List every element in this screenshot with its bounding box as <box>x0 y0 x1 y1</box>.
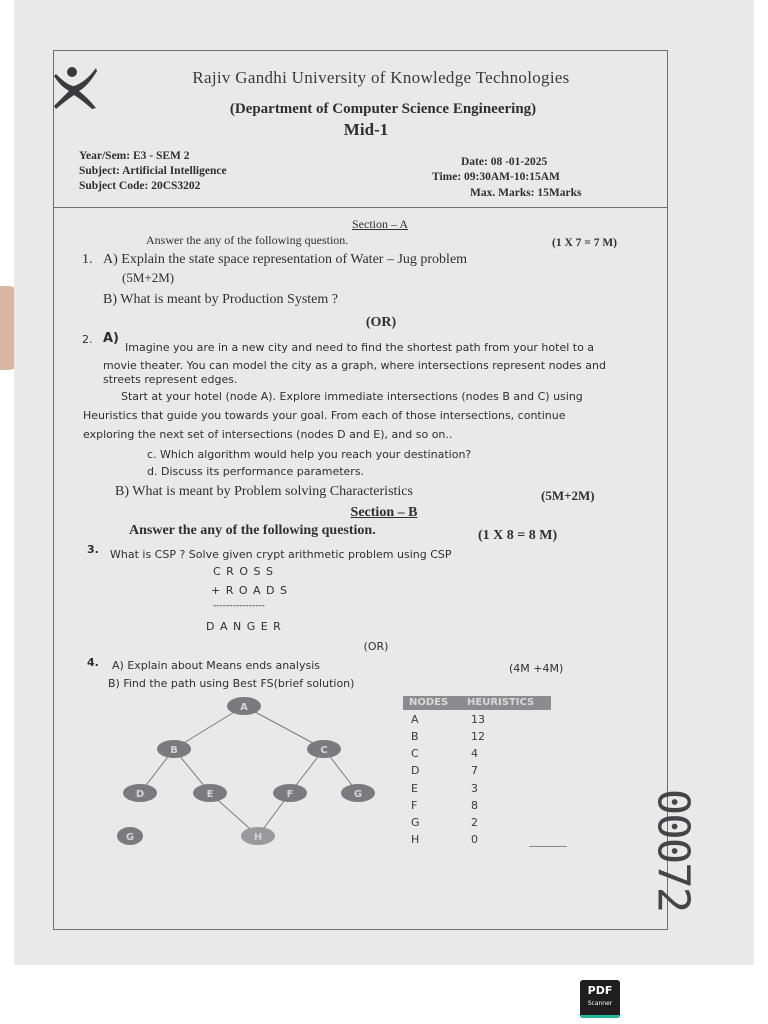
svg-text:E: E <box>206 789 214 800</box>
stamp-number: 00072 <box>647 788 699 912</box>
graph-node-d <box>123 784 157 802</box>
question-2d: d. Discuss its performance parameters. <box>147 465 365 478</box>
question-2a-line-2: movie theater. You can model the city as a graph, where intersections represent nodes and <box>103 359 606 372</box>
search-graph <box>110 692 390 862</box>
svg-text:D: D <box>135 789 145 800</box>
question-2a-line-3: streets represent edges. <box>103 373 238 386</box>
section-a-instruction: Answer the any of the following question. <box>146 233 349 247</box>
graph-node-e <box>193 784 227 802</box>
question-3: What is CSP ? Solve given crypt arithmetic problem using CSP <box>110 548 452 561</box>
question-1a: A) Explain the state space representation of Water – Jug problem <box>103 252 468 267</box>
exam-title: Mid-1 <box>343 120 389 139</box>
graph-node-a <box>227 697 261 715</box>
question-2a-line-6: exploring the next set of intersections (nodes D and E), and so on.. <box>83 428 453 441</box>
heuristic-value: 7 <box>471 764 478 777</box>
heuristic-node: F <box>411 799 418 812</box>
question-2c: c. Which algorithm would help you reach your destination? <box>147 448 472 461</box>
svg-text:A: A <box>240 702 248 713</box>
question-2a-line-5: Heuristics that guide you towards your goal. From each of those intersections, continue <box>83 409 566 422</box>
question-4-number: 4. <box>87 656 99 669</box>
or-divider-b: (OR) <box>363 640 389 653</box>
question-2-marks: (5M+2M) <box>541 488 595 503</box>
crypt-rule: ---------------- <box>213 601 265 611</box>
section-a-marks: (1 X 7 = 7 M) <box>552 237 617 249</box>
graph-node-g <box>341 784 375 802</box>
year-sem: Year/Sem: E3 - SEM 2 <box>79 150 190 162</box>
graph-node-h <box>241 827 275 845</box>
department-name: (Department of Computer Science Engineering) <box>229 101 537 117</box>
graph-node-c <box>307 740 341 758</box>
exam-time: Time: 09:30AM-10:15AM <box>432 171 560 183</box>
heuristic-node: B <box>411 730 419 743</box>
subject-code: Subject Code: 20CS3202 <box>79 180 201 192</box>
section-b-marks: (1 X 8 = 8 M) <box>478 528 558 543</box>
header-divider <box>53 207 668 208</box>
svg-text:G: G <box>353 789 363 800</box>
svg-text:C: C <box>320 745 328 756</box>
svg-text:G: G <box>125 832 135 843</box>
exam-date: Date: 08 -01-2025 <box>461 156 548 168</box>
crypt-row-1: C R O S S <box>213 565 274 578</box>
heuristic-value: 8 <box>471 799 478 812</box>
svg-text:F: F <box>286 789 294 800</box>
pdf-scanner-badge <box>580 980 620 1018</box>
or-divider-a: (OR) <box>365 315 397 330</box>
pdf-badge-label: PDF <box>587 984 613 997</box>
question-1-number: 1. <box>82 252 93 267</box>
question-2b: B) What is meant by Problem solving Characteristics <box>115 484 413 499</box>
heuristic-value: 13 <box>471 713 485 726</box>
question-2a-line-4: Start at your hotel (node A). Explore immediate intersections (nodes B and C) using <box>121 390 583 403</box>
university-name: Rajiv Gandhi University of Knowledge Technologies <box>192 68 570 87</box>
badge-accent-bar <box>580 1015 620 1018</box>
question-4a: A) Explain about Means ends analysis <box>112 659 320 672</box>
question-3-number: 3. <box>87 543 99 556</box>
heuristic-node: H <box>411 833 420 846</box>
heuristic-node: D <box>411 764 420 777</box>
heuristic-value: 2 <box>471 816 478 829</box>
section-b-instruction: Answer the any of the following question. <box>129 523 376 538</box>
heuristic-node: E <box>411 782 418 795</box>
question-2a-line-1: Imagine you are in a new city and need to find the shortest path from your hotel to a <box>125 341 595 354</box>
question-4b: B) Find the path using Best FS(brief solution) <box>108 677 355 690</box>
header-heuristics: HEURISTICS <box>467 697 535 708</box>
question-4-marks: (4M +4M) <box>509 662 564 675</box>
graph-node-goal <box>117 827 143 845</box>
question-1b: B) What is meant by Production System ? <box>103 292 338 307</box>
section-a-title: Section – A <box>352 217 408 231</box>
heuristic-value: 0 <box>471 833 478 846</box>
max-marks: Max. Marks: 15Marks <box>470 187 582 199</box>
heuristic-node: C <box>411 747 419 760</box>
graph-node-b <box>157 740 191 758</box>
crypt-result: D A N G E R <box>206 620 282 633</box>
heuristic-value: 4 <box>471 747 478 760</box>
section-b-title: Section – B <box>350 505 418 520</box>
crypt-row-2: + R O A D S <box>211 584 288 597</box>
heuristics-table-header <box>403 696 551 710</box>
question-2-number: 2. <box>82 333 93 346</box>
heuristic-value: 3 <box>471 782 478 795</box>
subject: Subject: Artificial Intelligence <box>79 165 227 177</box>
header-nodes: NODES <box>409 697 449 708</box>
scanner-badge-label: Scanner <box>587 1000 613 1007</box>
graph-node-f <box>273 784 307 802</box>
heuristic-value: 12 <box>471 730 485 743</box>
university-logo-icon <box>52 64 100 110</box>
underline-mark <box>529 846 567 847</box>
svg-text:H: H <box>253 832 263 843</box>
heuristic-node: G <box>411 816 420 829</box>
svg-text:B: B <box>170 745 178 756</box>
heuristic-node: A <box>411 713 419 726</box>
question-2a-label: A) <box>103 331 120 346</box>
question-1a-marks: (5M+2M) <box>122 270 175 285</box>
